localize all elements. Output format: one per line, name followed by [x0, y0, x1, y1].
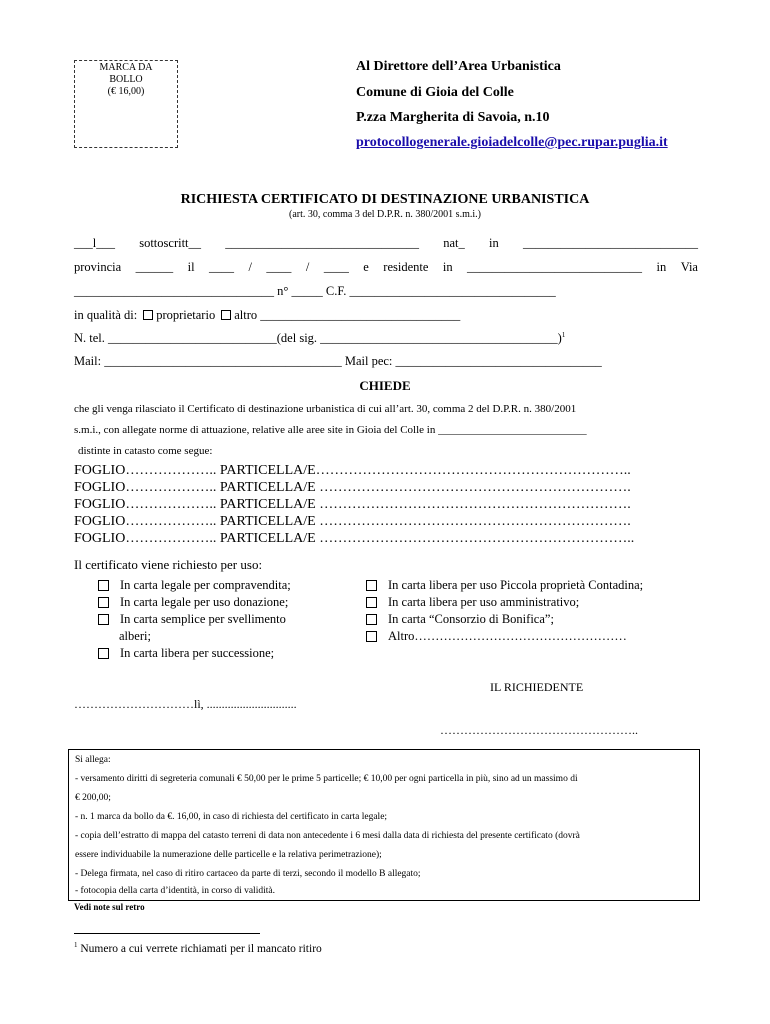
form-label: Via: [680, 260, 698, 274]
checkbox[interactable]: [98, 597, 109, 608]
checkbox[interactable]: [366, 597, 377, 608]
foglio-line[interactable]: FOGLIO……………….. PARTICELLA/E ………………………………………………………….: [74, 480, 631, 495]
form-label: in: [489, 236, 499, 250]
altro-checkbox[interactable]: [221, 310, 231, 320]
option-amministrativo[interactable]: [366, 594, 643, 611]
option-label: Altro……………………………………………: [388, 629, 627, 643]
attachment-item: - versamento diritti di segreteria comunali € 50,00 per le prime 5 particelle; € 10,00 per ogni particella in più, sino ad un massimo di: [75, 774, 578, 784]
form-field[interactable]: ___l___: [74, 236, 115, 250]
form-label: sottoscritt__: [139, 236, 202, 250]
checkbox[interactable]: [98, 580, 109, 591]
form-field[interactable]: ____: [209, 260, 235, 274]
option-consorzio[interactable]: [366, 611, 643, 628]
options-right: [366, 577, 643, 645]
attachment-item: € 200,00;: [75, 793, 111, 803]
vedi-note: Vedi note sul retro: [74, 902, 145, 912]
chiede-heading: CHIEDE: [359, 378, 411, 393]
form-field[interactable]: _______________________________: [225, 236, 420, 250]
qualita-label: in qualità di:: [74, 308, 138, 322]
form-line-1[interactable]: [74, 236, 698, 251]
footnote-separator: [74, 933, 260, 934]
recipient-line-3: P.zza Margherita di Savoia, n.10: [356, 110, 550, 125]
option-label: In carta “Consorzio di Bonifica”;: [388, 612, 554, 626]
option-label: In carta legale per compravendita;: [120, 578, 291, 592]
place-date-field[interactable]: …………………………lì, ..............................: [74, 697, 297, 711]
option-altro[interactable]: [366, 628, 643, 645]
form-label: /: [248, 260, 252, 274]
foglio-line[interactable]: FOGLIO……………….. PARTICELLA/E …………………………………………………………..: [74, 531, 635, 546]
signature-field[interactable]: …………………………………………..: [440, 723, 638, 737]
tel-line[interactable]: [74, 331, 565, 346]
footnote-text: Numero a cui verrete richiamati per il mancato ritiro: [80, 942, 322, 955]
foglio-line[interactable]: FOGLIO……………….. PARTICELLA/E…………………………………………………………..: [74, 463, 631, 478]
foglio-line[interactable]: FOGLIO……………….. PARTICELLA/E ………………………………………………………….: [74, 514, 631, 529]
stamp-line-2: BOLLO: [109, 74, 143, 85]
option-donazione[interactable]: [98, 594, 291, 611]
form-field[interactable]: ____: [266, 260, 292, 274]
option-svellimento-cont: [98, 628, 291, 645]
option-label: In carta libera per uso amministrativo;: [388, 595, 580, 609]
option-label: In carta libera per successione;: [120, 646, 275, 660]
form-label: provincia: [74, 260, 122, 274]
option-successione[interactable]: [98, 645, 291, 662]
form-label: /: [305, 260, 310, 274]
proprietario-label: proprietario: [156, 308, 216, 322]
form-line-3[interactable]: ________________________________ n° _____ C.F. _________________________________: [74, 284, 556, 298]
altro-label[interactable]: altro ________________________________: [234, 308, 461, 322]
attachment-item: - Delega firmata, nel caso di ritiro cartaceo da parte di terzi, secondo il modello B allegato;: [75, 869, 421, 879]
footnote-ref: 1: [561, 331, 566, 339]
form-label: il: [187, 260, 195, 274]
marca-da-bollo-box: [74, 60, 178, 148]
document-subtitle: (art. 30, comma 3 del D.P.R. n. 380/2001 s.m.i.): [289, 209, 481, 220]
request-line-2[interactable]: s.m.i., con allegate norme di attuazione, relative alle aree site in Gioia del Colle in ___________________________: [74, 424, 587, 436]
form-label: nat_: [443, 236, 465, 250]
proprietario-checkbox[interactable]: [143, 310, 153, 320]
attachments-box: [68, 749, 700, 901]
recipient-email-link[interactable]: protocollogenerale.gioiadelcolle@pec.rupar.puglia.it: [356, 135, 668, 150]
attachments-heading: Si allega:: [75, 755, 111, 765]
checkbox[interactable]: [366, 614, 377, 625]
recipient-line-1: Al Direttore dell’Area Urbanistica: [356, 59, 561, 74]
option-label: In carta semplice per svellimento: [120, 612, 286, 626]
form-field[interactable]: ____________________________: [522, 236, 698, 250]
form-label: e: [363, 260, 369, 274]
certificate-use-label: Il certificato viene richiesto per uso:: [74, 557, 263, 572]
recipient-line-2: Comune di Gioia del Colle: [356, 85, 514, 100]
option-label: In carta libera per uso Piccola proprietà Contadina;: [388, 578, 644, 592]
richiedente-label: IL RICHIEDENTE: [490, 680, 584, 694]
attachment-item: essere individuabile la numerazione delle particelle e la relativa perimetrazione);: [75, 850, 382, 860]
mail-line[interactable]: Mail: ______________________________________ Mail pec: _________________________________: [74, 354, 602, 368]
form-field[interactable]: ____________________________: [467, 260, 643, 274]
options-left: [98, 577, 291, 662]
request-line-3: distinte in catasto come segue:: [78, 445, 213, 457]
checkbox[interactable]: [366, 631, 377, 642]
option-piccola-proprieta[interactable]: [366, 577, 643, 594]
option-label: In carta legale per uso donazione;: [120, 595, 289, 609]
checkbox[interactable]: [98, 648, 109, 659]
request-line-1: che gli venga rilasciato il Certificato di destinazione urbanistica di cui all’art. 30, comma 2 del D.P.R. n. 380/2001: [74, 403, 577, 415]
option-svellimento[interactable]: [98, 611, 291, 628]
checkbox[interactable]: [366, 580, 377, 591]
footnote: [74, 941, 322, 955]
stamp-line-3: (€ 16,00): [107, 86, 145, 97]
form-line-2[interactable]: [74, 260, 698, 275]
tel-field[interactable]: N. tel. ___________________________(del sig. ______________________________________): [74, 331, 562, 346]
foglio-line[interactable]: FOGLIO……………….. PARTICELLA/E ………………………………………………………….: [74, 497, 631, 512]
form-label: residente: [383, 260, 429, 274]
option-label: alberi;: [119, 629, 151, 643]
checkbox[interactable]: [98, 614, 109, 625]
stamp-line-1: MARCA DA: [99, 62, 153, 73]
option-compravendita[interactable]: [98, 577, 291, 594]
document-title: RICHIESTA CERTIFICATO DI DESTINAZIONE URBANISTICA: [180, 192, 590, 207]
form-field[interactable]: ____: [323, 260, 349, 274]
form-label: in: [656, 260, 667, 274]
qualita-line: [74, 308, 460, 323]
form-field[interactable]: ______: [135, 260, 174, 274]
form-label: in: [442, 260, 453, 274]
footnote-number: 1: [74, 941, 78, 949]
attachment-item: - copia dell’estratto di mappa del catasto terreni di data non antecedente i 6 mesi dalla data di richiesta del presente certificato (dovrà: [75, 831, 580, 841]
attachment-item: - fotocopia della carta d’identità, in corso di validità.: [75, 886, 275, 896]
attachment-item: - n. 1 marca da bollo da €. 16,00, in caso di richiesta del certificato in carta legale;: [75, 812, 388, 822]
